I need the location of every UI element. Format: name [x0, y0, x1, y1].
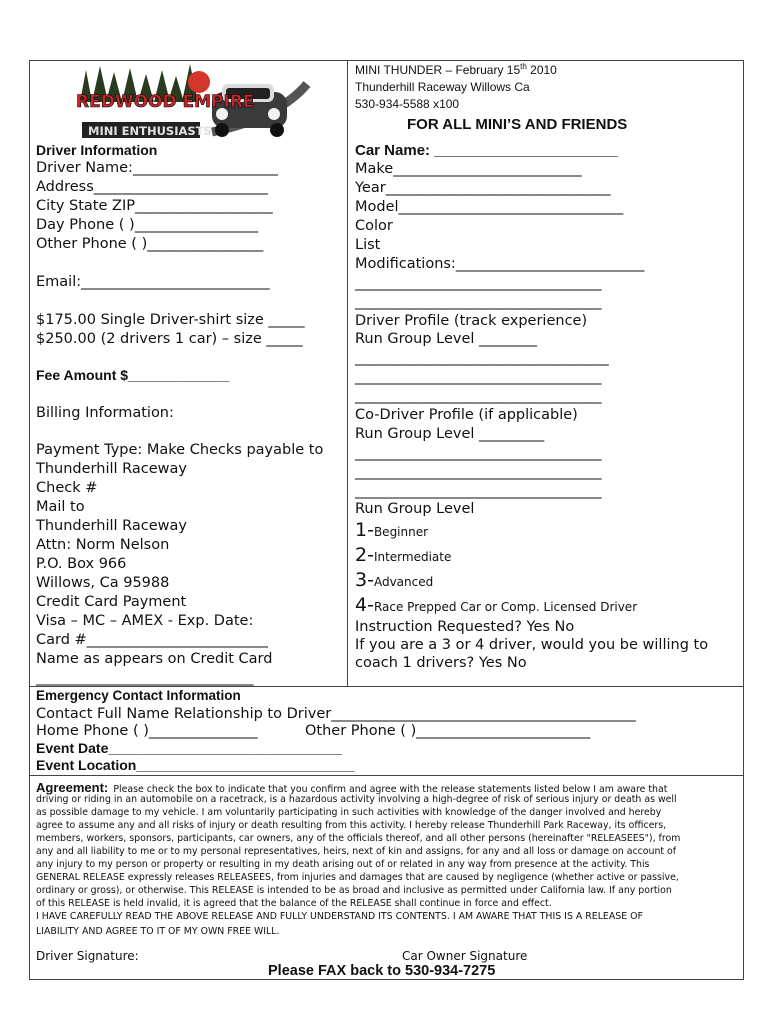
agreement-line: LIABILITY AND AGREE TO IT OF MY OWN FREE WILL.: [36, 926, 280, 937]
modifications-field[interactable]: Modifications:__________________________: [355, 256, 645, 272]
agreement-divider: [29, 775, 744, 776]
level-race-prepped: 4-Race Prepped Car or Comp. Licensed Driver: [355, 594, 638, 616]
agreement-line: agree to assume any and all risks of injury or death resulting from this activity. I hereby release Thunderhill Park Raceway, its officers,: [36, 820, 667, 831]
mail-name: Thunderhill Raceway: [36, 518, 188, 534]
agreement-line: members, workers, sponsors, participants, car owners, any of the officials thereof, and all other persons (hereinafter "RELEASEES"), from: [36, 833, 681, 844]
emergency-contact-field[interactable]: Contact Full Name Relationship to Driver__________________________________________: [36, 706, 636, 722]
payee: Thunderhill Raceway: [36, 461, 188, 477]
column-divider: [347, 60, 348, 686]
run-group-field[interactable]: Run Group Level ________: [355, 331, 538, 347]
name-on-card-field[interactable]: ______________________________: [36, 670, 254, 686]
credit-card-heading: Credit Card Payment: [36, 594, 187, 610]
agreement-line: any and all liability to me or to my personal representatives, heirs, next of kin and assigns, for any and all loss or damage on account of: [36, 846, 677, 857]
billing-heading: Billing Information:: [36, 405, 174, 421]
mail-attn: Attn: Norm Nelson: [36, 537, 170, 553]
owner-signature-field[interactable]: Car Owner Signature: [402, 949, 528, 963]
event-date-field[interactable]: Event Date______________________________: [36, 740, 342, 756]
coach-question: If you are a 3 or 4 driver, would you be willing to: [355, 637, 709, 653]
event-location: Thunderhill Raceway Willows Ca: [355, 80, 530, 94]
co-profile-line[interactable]: __________________________________: [355, 445, 602, 461]
level-intermediate: 2-Intermediate: [355, 544, 452, 566]
day-phone-field[interactable]: Day Phone ( )_________________: [36, 217, 258, 233]
driver-info-title: Driver Information: [36, 142, 158, 158]
sun-graphic: [188, 71, 210, 93]
instruction-requested[interactable]: Instruction Requested? Yes No: [355, 619, 575, 635]
mail-city-zip: Willows, Ca 95988: [36, 575, 170, 591]
co-run-group-field[interactable]: Run Group Level _________: [355, 426, 545, 442]
profile-line[interactable]: __________________________________: [355, 388, 602, 404]
logo-line1: REDWOOD EMPIRE: [76, 92, 255, 112]
modifications-line[interactable]: __________________________________: [355, 275, 602, 291]
agreement-line: of this RELEASE is held invalid, it is agreed that the balance of the RELEASE shall continue in force and effect.: [36, 898, 552, 909]
event-heading: FOR ALL MINI’S AND FRIENDS: [407, 116, 628, 133]
name-on-card-label: Name as appears on Credit Card: [36, 651, 273, 667]
event-title: MINI THUNDER – February 15th 2010: [355, 62, 557, 77]
fee-amount-field[interactable]: Fee Amount $_____________: [36, 367, 230, 383]
list-label: List: [355, 237, 381, 253]
profile-line[interactable]: __________________________________: [355, 369, 602, 385]
event-location-field[interactable]: Event Location____________________________: [36, 757, 355, 773]
mail-to-label: Mail to: [36, 499, 85, 515]
model-field[interactable]: Model_______________________________: [355, 199, 624, 215]
color-field[interactable]: Color: [355, 218, 393, 234]
profile-line[interactable]: ___________________________________: [355, 350, 609, 366]
co-driver-profile-label: Co-Driver Profile (if applicable): [355, 407, 578, 423]
car-name-field[interactable]: Car Name: ______________________: [355, 142, 618, 159]
agreement-line: as possible damage to my vehicle. I am voluntarily participating in such activities with knowledge of the danger involved and hereby: [36, 807, 662, 818]
two-driver-option[interactable]: $250.00 (2 drivers 1 car) – size _____: [36, 331, 303, 347]
check-number-field[interactable]: Check #: [36, 480, 98, 496]
card-type-exp-field[interactable]: Visa – MC – AMEX - Exp. Date:: [36, 613, 254, 629]
run-group-levels-title: Run Group Level: [355, 501, 475, 517]
agreement-line: GENERAL RELEASE expressly releases RELEASEES, from injuries and damages that are caused by negligence (whether active or passive,: [36, 872, 679, 883]
driver-name-field[interactable]: Driver Name:____________________: [36, 160, 278, 176]
club-logo: [62, 62, 322, 142]
make-field[interactable]: Make__________________________: [355, 161, 582, 177]
fax-instructions: Please FAX back to 530-934-7275: [268, 963, 496, 979]
other-phone-field[interactable]: Other Phone ( )________________: [36, 236, 264, 252]
emergency-home-phone-field[interactable]: Home Phone ( )_______________: [36, 723, 258, 739]
event-phone: 530-934-5588 x100: [355, 97, 460, 111]
single-driver-option[interactable]: $175.00 Single Driver-shirt size _____: [36, 312, 305, 328]
coach-answer[interactable]: coach 1 drivers? Yes No: [355, 655, 527, 671]
modifications-line[interactable]: __________________________________: [355, 294, 602, 310]
co-profile-line[interactable]: __________________________________: [355, 464, 602, 480]
agreement-first-line: Agreement: Please check the box to indicate that you confirm and agree with the release statements listed below I am aware that: [36, 780, 668, 795]
logo-line2: MINI ENTHUSIASTS: [88, 124, 212, 138]
emergency-other-phone-field[interactable]: Other Phone ( )________________________: [305, 723, 591, 739]
year-field[interactable]: Year_______________________________: [355, 180, 611, 196]
agreement-line: I HAVE CAREFULLY READ THE ABOVE RELEASE AND FULLY UNDERSTAND ITS CONTENTS. I AM AWARE THAT THIS IS A RELEASE OF: [36, 911, 643, 922]
city-state-zip-field[interactable]: City State ZIP___________________: [36, 198, 273, 214]
driver-signature-field[interactable]: Driver Signature:: [36, 949, 139, 963]
co-profile-line[interactable]: __________________________________: [355, 483, 602, 499]
driver-profile-label: Driver Profile (track experience): [355, 313, 588, 329]
email-field[interactable]: Email:__________________________: [36, 274, 270, 290]
level-advanced: 3-Advanced: [355, 569, 434, 591]
payment-type: Payment Type: Make Checks payable to: [36, 442, 324, 458]
agreement-line: driving or riding in an automobile on a racetrack, is a hazardous activity involving a high-degree of risk of serious injury or death as well: [36, 794, 677, 805]
card-number-field[interactable]: Card #_________________________: [36, 632, 268, 648]
address-field[interactable]: Address________________________: [36, 179, 268, 195]
emergency-title: Emergency Contact Information: [36, 688, 241, 703]
agreement-line: any injury to my person or property or resulting in my death arising out of or related in any way from presence at the activity. This: [36, 859, 650, 870]
agreement-line: ordinary or gross), or otherwise. This RELEASE is intended to be as broad and inclusive as permitted under California law. If any portion: [36, 885, 672, 896]
level-beginner: 1-Beginner: [355, 519, 429, 541]
mail-po-box: P.O. Box 966: [36, 556, 127, 572]
